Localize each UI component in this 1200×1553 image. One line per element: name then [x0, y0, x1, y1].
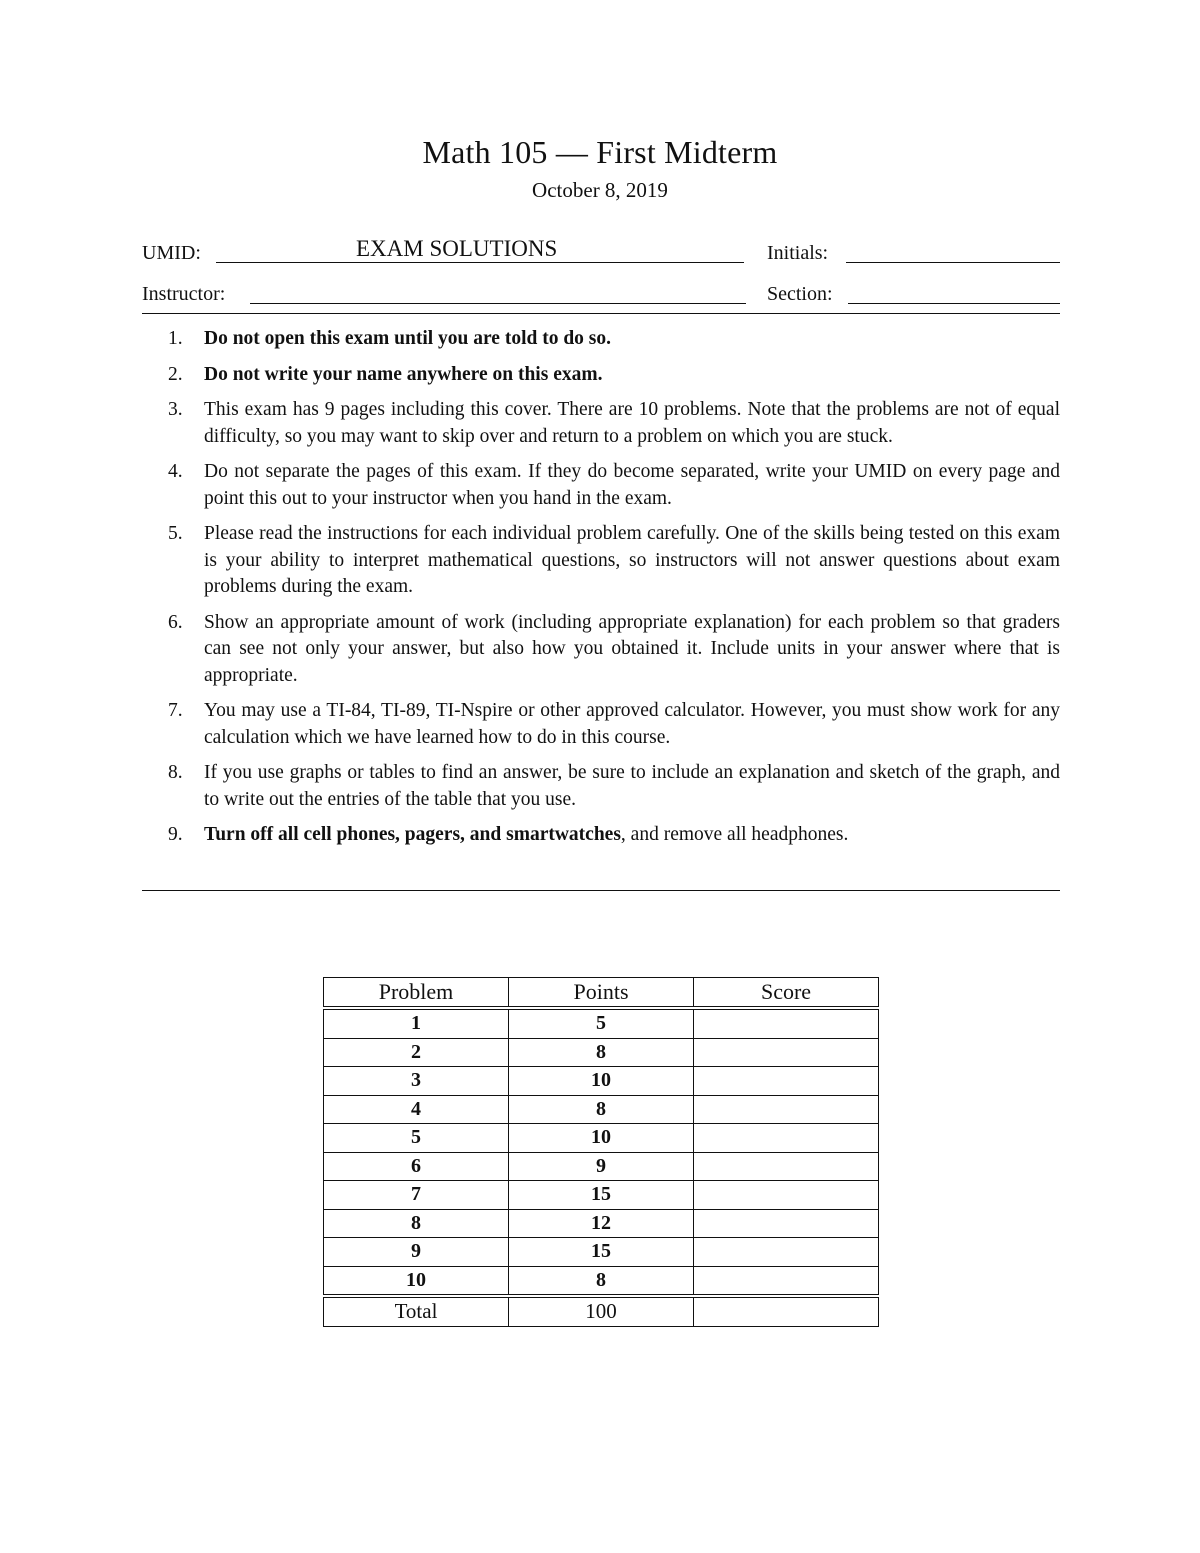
- instruction-item: 8. If you use graphs or tables to find an answer, be sure to include an explanation and sketch of the graph, and to write out the entries of the table that you use.: [168, 762, 1060, 810]
- column-header-score: Score: [694, 978, 879, 1007]
- bottom-divider: [142, 890, 1060, 891]
- score-cell[interactable]: [694, 1010, 879, 1039]
- umid-label: UMID:: [142, 242, 201, 264]
- instructor-label: Instructor:: [142, 283, 226, 305]
- instructions-list: [142, 326, 1060, 858]
- instruction-item: 3. This exam has 9 pages including this cover. There are 10 problems. Note that the problems are not of equal difficulty, so you may want to skip over and return to a problem on which you are stuck.: [168, 399, 1060, 447]
- instruction-item: 7. You may use a TI-84, TI-89, TI-Nspire or other approved calculator. However, you must show work for any calculation which we have learned how to do in this course.: [168, 700, 1060, 748]
- instruction-item: 1. Do not open this exam until you are told to do so.: [168, 328, 612, 349]
- instruction-item: 9. Turn off all cell phones, pagers, and smartwatches, and remove all headphones.: [168, 824, 849, 845]
- points-cell: 12: [509, 1209, 694, 1238]
- initials-field[interactable]: [846, 262, 1060, 263]
- problem-cell: 8: [324, 1209, 509, 1238]
- problem-cell: 3: [324, 1067, 509, 1096]
- problem-cell: 9: [324, 1238, 509, 1267]
- instruction-item: 2. Do not write your name anywhere on this exam.: [168, 363, 603, 385]
- total-row: [324, 1298, 879, 1327]
- section-label: Section:: [767, 283, 833, 305]
- problem-cell: 6: [324, 1152, 509, 1181]
- table-row: [324, 1067, 879, 1096]
- score-cell[interactable]: [694, 1238, 879, 1267]
- table-row: [324, 1095, 879, 1124]
- score-cell[interactable]: [694, 1067, 879, 1096]
- problem-cell: 1: [324, 1010, 509, 1039]
- instruction-item: 5. Please read the instructions for each individual problem carefully. One of the skills being tested on this exam is your ability to interpret mathematical questions, so instructors will not answer questions about exam problems during the exam.: [168, 523, 1060, 597]
- instruction-item: 6. Show an appropriate amount of work (including appropriate explanation) for each problem so that graders can see not only your answer, but also how you obtained it. Include units in your answer where that is appropriate.: [168, 611, 1060, 686]
- points-cell: 10: [509, 1067, 694, 1096]
- score-cell[interactable]: [694, 1124, 879, 1153]
- score-cell[interactable]: [694, 1266, 879, 1295]
- problem-cell: 4: [324, 1095, 509, 1124]
- table-row: [324, 1152, 879, 1181]
- instructor-field[interactable]: [250, 303, 746, 304]
- table-row: [324, 1010, 879, 1039]
- score-cell[interactable]: [694, 1181, 879, 1210]
- problem-cell: 10: [324, 1266, 509, 1295]
- instruction-item: 4. Do not separate the pages of this exam. If they do become separated, write your UMID on every page and point this out to your instructor when you hand in the exam.: [168, 461, 1060, 509]
- points-cell: 9: [509, 1152, 694, 1181]
- points-cell: 15: [509, 1181, 694, 1210]
- score-cell[interactable]: [694, 1209, 879, 1238]
- initials-label: Initials:: [767, 242, 829, 264]
- umid-value: EXAM SOLUTIONS: [356, 236, 558, 261]
- table-row: [324, 1238, 879, 1267]
- table-row: [324, 1038, 879, 1067]
- column-header-points: Points: [509, 978, 694, 1007]
- table-row: [324, 1209, 879, 1238]
- points-cell: 5: [509, 1010, 694, 1039]
- problem-cell: 7: [324, 1181, 509, 1210]
- exam-date: October 8, 2019: [532, 178, 668, 202]
- section-field[interactable]: [848, 303, 1060, 304]
- umid-field[interactable]: [216, 262, 744, 263]
- score-table: [323, 977, 879, 1327]
- score-cell[interactable]: [694, 1038, 879, 1067]
- points-cell: 8: [509, 1095, 694, 1124]
- total-score-cell[interactable]: [694, 1298, 879, 1327]
- column-header-problem: Problem: [324, 978, 509, 1007]
- points-cell: 10: [509, 1124, 694, 1153]
- score-cell[interactable]: [694, 1095, 879, 1124]
- total-label: Total: [324, 1298, 509, 1327]
- points-cell: 8: [509, 1038, 694, 1067]
- top-divider: [142, 313, 1060, 314]
- points-cell: 8: [509, 1266, 694, 1295]
- problem-cell: 5: [324, 1124, 509, 1153]
- points-cell: 15: [509, 1238, 694, 1267]
- table-row: [324, 1181, 879, 1210]
- score-cell[interactable]: [694, 1152, 879, 1181]
- total-points: 100: [509, 1298, 694, 1327]
- score-table-header: [324, 978, 879, 1007]
- exam-title: Math 105 — First Midterm: [422, 134, 778, 170]
- table-row: [324, 1124, 879, 1153]
- table-row: [324, 1266, 879, 1295]
- problem-cell: 2: [324, 1038, 509, 1067]
